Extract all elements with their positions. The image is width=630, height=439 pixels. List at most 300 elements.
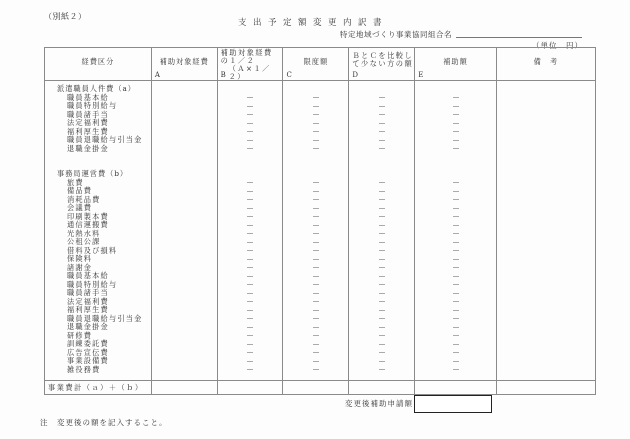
expense-item-label: 福利厚生費 (67, 305, 109, 314)
remarks-cell[interactable] (497, 221, 595, 230)
amount-b-dash (218, 255, 283, 264)
empty-cell[interactable] (415, 170, 496, 179)
column-header-label (352, 52, 413, 68)
amount-b-dash (218, 306, 283, 315)
amount-c-dash (283, 247, 348, 256)
dash-mark (453, 267, 459, 268)
dash-mark (247, 199, 253, 200)
amount-a-cell[interactable] (152, 111, 217, 120)
amount-b-dash (218, 230, 283, 239)
dash-mark (453, 310, 459, 311)
group-spacer (415, 162, 496, 171)
amount-b-dash (218, 221, 283, 230)
remarks-cell[interactable] (497, 315, 595, 324)
empty-cell[interactable] (349, 170, 414, 179)
group-spacer (283, 162, 348, 171)
amount-a-cell[interactable] (152, 213, 217, 222)
amount-b-dash (218, 289, 283, 298)
dash-mark (453, 301, 459, 302)
dash-mark (379, 327, 385, 328)
amount-d-dash (349, 315, 414, 324)
dash-mark (453, 199, 459, 200)
remarks-cell[interactable] (497, 264, 595, 273)
dash-mark (379, 182, 385, 183)
association-name-field[interactable] (456, 37, 582, 38)
column-letter: B (220, 71, 226, 79)
dash-mark (247, 225, 253, 226)
dash-mark (453, 191, 459, 192)
amount-a-cell[interactable] (152, 340, 217, 349)
dash-mark (247, 233, 253, 234)
dash-mark (313, 293, 319, 294)
amount-b-dash (218, 136, 283, 145)
amount-d-column[interactable] (349, 81, 415, 381)
dash-mark (247, 276, 253, 277)
expense-item-label: 訓練委託費 (67, 339, 109, 348)
amount-d-dash (349, 298, 414, 307)
amount-d-dash (349, 187, 414, 196)
remarks-cell[interactable] (497, 340, 595, 349)
expense-item-label: 諸謝金 (67, 262, 93, 272)
total-e-cell[interactable] (415, 381, 497, 395)
dash-mark (453, 97, 459, 98)
expense-item-label: 備品費 (67, 186, 93, 195)
empty-cell[interactable] (349, 85, 414, 94)
amount-a-cell[interactable] (152, 204, 217, 213)
dash-mark (453, 327, 459, 328)
amount-d-dash (349, 366, 414, 375)
amount-b-dash (218, 102, 283, 111)
dash-mark (247, 267, 253, 268)
dash-mark (313, 182, 319, 183)
dash-mark (453, 208, 459, 209)
amount-c-dash (283, 340, 348, 349)
expense-item-label: 職員諸手当 (67, 109, 109, 119)
remarks-cell[interactable] (497, 119, 595, 128)
amount-d-dash (349, 128, 414, 137)
dash-mark (313, 123, 319, 124)
total-b-cell[interactable] (217, 381, 283, 395)
empty-cell[interactable] (218, 85, 283, 94)
remarks-cell[interactable] (497, 136, 595, 145)
amount-a-cell[interactable] (152, 332, 217, 341)
unit-label: （単位 円） (532, 41, 583, 50)
total-a-cell[interactable] (151, 381, 217, 395)
amount-d-dash (349, 102, 414, 111)
amount-e-dash (415, 213, 496, 222)
amount-d-dash (349, 349, 414, 358)
amount-d-dash (349, 238, 414, 247)
remarks-cell[interactable] (497, 289, 595, 298)
dash-mark (247, 327, 253, 328)
dash-mark (247, 182, 253, 183)
dash-mark (379, 140, 385, 141)
amount-a-cell[interactable] (152, 119, 217, 128)
amount-a-cell[interactable] (152, 238, 217, 247)
remarks-cell[interactable] (497, 255, 595, 264)
column-header-b (217, 48, 283, 81)
amount-e-dash (415, 306, 496, 315)
amount-b-dash (218, 204, 283, 213)
remarks-cell[interactable] (497, 94, 595, 103)
dash-mark (313, 225, 319, 226)
remarks-cell[interactable] (497, 213, 595, 222)
amount-c-dash (283, 179, 348, 188)
remarks-cell[interactable] (497, 281, 595, 290)
dash-mark (313, 233, 319, 234)
dash-mark (247, 259, 253, 260)
empty-cell[interactable] (283, 170, 348, 179)
column-header-category (45, 48, 152, 81)
amount-a-cell[interactable] (152, 136, 217, 145)
amount-e-dash (415, 264, 496, 273)
amount-e-column[interactable] (415, 81, 497, 381)
amount-c-dash (283, 281, 348, 290)
remarks-cell[interactable] (497, 247, 595, 256)
dash-mark (379, 191, 385, 192)
amount-d-dash (349, 94, 414, 103)
dash-mark (247, 344, 253, 345)
total-d-cell[interactable] (349, 381, 415, 395)
group-spacer (497, 153, 595, 162)
dash-mark (247, 123, 253, 124)
amount-c-dash (283, 102, 348, 111)
total-c-cell[interactable] (283, 381, 349, 395)
amount-a-cell[interactable] (152, 187, 217, 196)
remarks-cell[interactable] (497, 230, 595, 239)
column-header-e (415, 48, 497, 81)
column-header-line: の１／２ (220, 56, 256, 65)
request-amount-field[interactable] (414, 395, 492, 413)
dash-mark (313, 106, 319, 107)
amount-b-dash (218, 145, 283, 154)
amount-e-dash (415, 145, 496, 154)
amount-d-dash (349, 111, 414, 120)
dash-mark (247, 301, 253, 302)
amount-d-dash (349, 281, 414, 290)
dash-mark (247, 97, 253, 98)
amount-a-cell[interactable] (152, 264, 217, 273)
group-spacer (497, 162, 595, 171)
expense-item-label: 雑役務費 (67, 364, 101, 374)
footnote: 注 変更後の額を記入すること。 (40, 418, 168, 427)
expense-item-label: 印刷製本費 (67, 211, 109, 221)
dash-mark (313, 259, 319, 260)
column-header-a (151, 48, 217, 81)
amount-e-dash (415, 221, 496, 230)
dash-mark (313, 327, 319, 328)
expense-item-label: 職員特別給与 (67, 279, 118, 289)
dash-mark (379, 352, 385, 353)
remarks-column[interactable] (496, 81, 595, 381)
amount-c-dash (283, 255, 348, 264)
amount-c-column[interactable] (283, 81, 349, 381)
remarks-cell[interactable] (497, 332, 595, 341)
amount-e-dash (415, 179, 496, 188)
empty-cell[interactable] (497, 170, 595, 179)
column-header-line: 補助対象経費 (220, 48, 273, 57)
dash-mark (379, 123, 385, 124)
remarks-cell[interactable] (497, 111, 595, 120)
group-title: 派遣職員人件費（a） (57, 84, 136, 93)
column-header-label: 補助額 (443, 57, 468, 66)
column-header-line: （Ａ×１／２） (228, 64, 271, 81)
column-header-line: て少ない方の額 (352, 59, 414, 68)
dash-mark (247, 208, 253, 209)
amount-a-cell[interactable] (152, 230, 217, 239)
empty-cell[interactable] (218, 170, 283, 179)
amount-c-dash (283, 315, 348, 324)
category-column (45, 81, 152, 381)
dash-mark (247, 310, 253, 311)
remarks-cell[interactable] (497, 179, 595, 188)
association-name-label: 特定地域づくり事業協同組合名 (340, 30, 452, 39)
amount-a-cell[interactable] (152, 128, 217, 137)
expense-item-label: 借料及び損料 (67, 245, 118, 255)
group-spacer (349, 153, 414, 162)
empty-cell[interactable] (152, 85, 217, 94)
dash-mark (453, 369, 459, 370)
amount-a-cell[interactable] (152, 323, 217, 332)
group-spacer (45, 153, 151, 162)
column-header-label: 経費区分 (81, 57, 115, 66)
dash-mark (313, 267, 319, 268)
dash-mark (313, 250, 319, 251)
amount-a-cell[interactable] (152, 357, 217, 366)
column-header-d (349, 48, 415, 81)
dash-mark (379, 276, 385, 277)
amount-e-dash (415, 136, 496, 145)
expense-item-label: 消耗品費 (67, 194, 101, 204)
amount-a-cell[interactable] (152, 315, 217, 324)
amount-a-column[interactable] (151, 81, 217, 381)
dash-mark (453, 106, 459, 107)
amount-d-dash (349, 136, 414, 145)
dash-mark (313, 208, 319, 209)
dash-mark (453, 352, 459, 353)
amount-b-dash (218, 366, 283, 375)
expense-item-label: 会議費 (67, 203, 93, 212)
dash-mark (247, 242, 253, 243)
dash-mark (453, 242, 459, 243)
remarks-cell[interactable] (497, 357, 595, 366)
group-spacer (152, 153, 217, 162)
dash-mark (247, 140, 253, 141)
dash-mark (379, 250, 385, 251)
dash-mark (453, 216, 459, 217)
remarks-cell[interactable] (497, 272, 595, 281)
amount-c-dash (283, 264, 348, 273)
amount-e-dash (415, 340, 496, 349)
dash-mark (247, 361, 253, 362)
dash-mark (247, 191, 253, 192)
dash-mark (379, 301, 385, 302)
dash-mark (379, 199, 385, 200)
amount-b-dash (218, 323, 283, 332)
amount-d-dash (349, 179, 414, 188)
column-letter: D (352, 71, 358, 79)
dash-mark (453, 259, 459, 260)
dash-mark (313, 216, 319, 217)
amount-d-dash (349, 264, 414, 273)
amount-c-dash (283, 94, 348, 103)
remarks-cell[interactable] (497, 238, 595, 247)
amount-a-cell[interactable] (152, 349, 217, 358)
remarks-cell[interactable] (497, 187, 595, 196)
dash-mark (313, 276, 319, 277)
dash-mark (247, 335, 253, 336)
amount-b-dash (218, 187, 283, 196)
remarks-cell[interactable] (497, 196, 595, 205)
remarks-cell[interactable] (497, 204, 595, 213)
group-spacer (283, 153, 348, 162)
amount-e-dash (415, 247, 496, 256)
amount-a-cell[interactable] (152, 247, 217, 256)
amount-b-dash (218, 213, 283, 222)
dash-mark (313, 352, 319, 353)
amount-d-dash (349, 230, 414, 239)
amount-a-cell[interactable] (152, 221, 217, 230)
expense-item-label: 職員退職給与引当金 (67, 135, 143, 144)
remarks-cell[interactable] (497, 102, 595, 111)
amount-d-dash (349, 340, 414, 349)
empty-cell[interactable] (415, 85, 496, 94)
empty-cell[interactable] (497, 85, 595, 94)
amount-c-dash (283, 128, 348, 137)
expense-table (44, 47, 596, 395)
empty-cell[interactable] (283, 85, 348, 94)
amount-a-cell[interactable] (152, 255, 217, 264)
dash-mark (379, 131, 385, 132)
amount-a-cell[interactable] (152, 298, 217, 307)
column-header-remarks (496, 48, 595, 81)
dash-mark (313, 318, 319, 319)
total-label: 事業費計（ａ）＋（ｂ） (45, 381, 152, 395)
dash-mark (453, 284, 459, 285)
amount-b-dash (218, 128, 283, 137)
expense-item-label: 通信運搬費 (67, 220, 109, 229)
amount-b-dash (218, 272, 283, 281)
amount-a-cell[interactable] (152, 179, 217, 188)
total-remarks-cell[interactable] (496, 381, 595, 395)
document-title: 支出予定額変更内訳書 (238, 18, 389, 28)
dash-mark (453, 250, 459, 251)
dash-mark (453, 182, 459, 183)
dash-mark (313, 97, 319, 98)
amount-e-dash (415, 128, 496, 137)
amount-d-dash (349, 306, 414, 315)
dash-mark (247, 148, 253, 149)
dash-mark (247, 106, 253, 107)
amount-d-dash (349, 119, 414, 128)
amount-b-column[interactable] (217, 81, 283, 381)
dash-mark (313, 301, 319, 302)
dash-mark (379, 259, 385, 260)
dash-mark (379, 106, 385, 107)
amount-b-dash (218, 238, 283, 247)
dash-mark (453, 276, 459, 277)
dash-mark (379, 267, 385, 268)
dash-mark (313, 344, 319, 345)
amount-d-dash (349, 357, 414, 366)
remarks-cell[interactable] (497, 366, 595, 375)
total-row (45, 381, 596, 395)
expense-item-label: 職員特別給与 (67, 101, 118, 110)
dash-mark (379, 114, 385, 115)
column-letter: A (154, 71, 160, 79)
dash-mark (379, 233, 385, 234)
dash-mark (379, 318, 385, 319)
amount-e-dash (415, 349, 496, 358)
amount-c-dash (283, 366, 348, 375)
dash-mark (379, 148, 385, 149)
dash-mark (247, 114, 253, 115)
dash-mark (379, 293, 385, 294)
dash-mark (247, 284, 253, 285)
expense-item-label: 事業設備費 (67, 356, 109, 365)
remarks-cell[interactable] (497, 145, 595, 154)
group-spacer (415, 153, 496, 162)
amount-a-cell[interactable] (152, 196, 217, 205)
remarks-cell[interactable] (497, 128, 595, 137)
amount-b-dash (218, 281, 283, 290)
amount-a-cell[interactable] (152, 102, 217, 111)
amount-a-cell[interactable] (152, 289, 217, 298)
expense-item-label: 保険料 (67, 254, 93, 263)
amount-c-dash (283, 332, 348, 341)
expense-item-label: 公租公課 (67, 237, 101, 246)
amount-b-dash (218, 111, 283, 120)
dash-mark (313, 191, 319, 192)
amount-a-cell[interactable] (152, 366, 217, 375)
remarks-cell[interactable] (497, 306, 595, 315)
amount-c-dash (283, 323, 348, 332)
amount-c-dash (283, 349, 348, 358)
dash-mark (313, 369, 319, 370)
amount-e-dash (415, 119, 496, 128)
expense-item-label: 研修費 (67, 330, 93, 340)
remarks-cell[interactable] (497, 323, 595, 332)
amount-d-dash (349, 213, 414, 222)
amount-b-dash (218, 298, 283, 307)
dash-mark (379, 369, 385, 370)
amount-b-dash (218, 349, 283, 358)
amount-e-dash (415, 230, 496, 239)
remarks-cell[interactable] (497, 298, 595, 307)
dash-mark (453, 148, 459, 149)
amount-a-cell[interactable] (152, 272, 217, 281)
amount-e-dash (415, 255, 496, 264)
dash-mark (379, 361, 385, 362)
dash-mark (453, 114, 459, 115)
expense-item-label: 旅費 (67, 177, 84, 187)
amount-d-dash (349, 332, 414, 341)
amount-c-dash (283, 230, 348, 239)
dash-mark (313, 242, 319, 243)
amount-a-cell[interactable] (152, 306, 217, 315)
amount-e-dash (415, 366, 496, 375)
amount-c-dash (283, 213, 348, 222)
amount-e-dash (415, 238, 496, 247)
group-spacer (218, 153, 283, 162)
amount-a-cell[interactable] (152, 145, 217, 154)
amount-a-cell[interactable] (152, 281, 217, 290)
amount-a-cell[interactable] (152, 94, 217, 103)
amount-c-dash (283, 196, 348, 205)
remarks-cell[interactable] (497, 349, 595, 358)
empty-cell[interactable] (152, 170, 217, 179)
dash-mark (313, 131, 319, 132)
